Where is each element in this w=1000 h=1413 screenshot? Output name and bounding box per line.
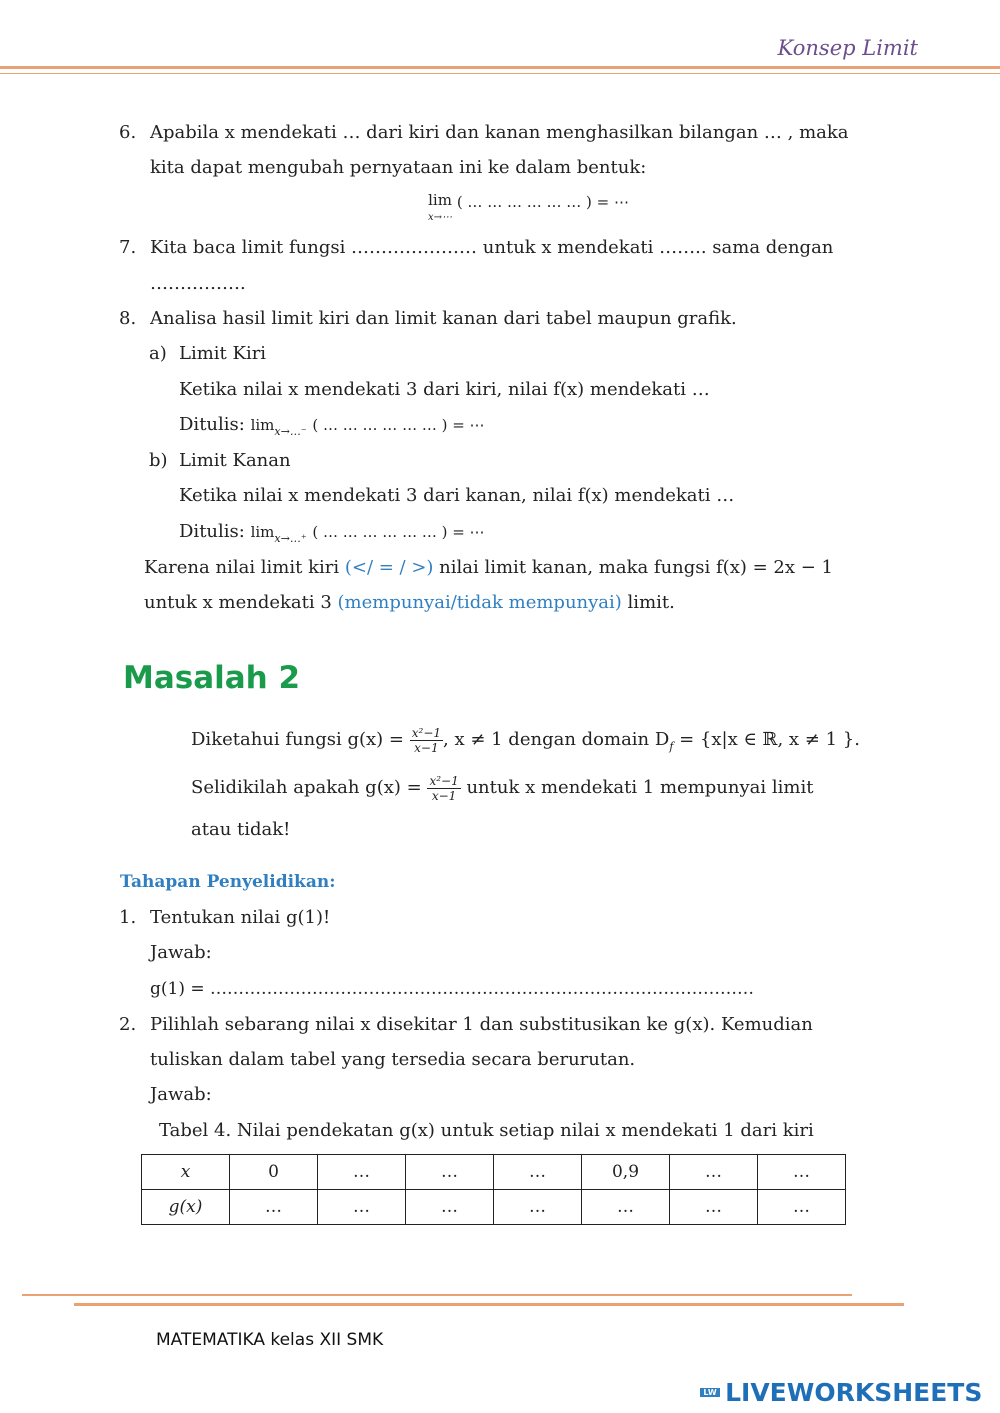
item-7-line-2: …………….: [150, 273, 246, 294]
table-row: [142, 1190, 846, 1225]
table-cell[interactable]: …: [758, 1190, 846, 1225]
conclusion-text: Karena nilai limit kiri: [144, 557, 345, 578]
item-6-line-1: Apabila x mendekati … dari kiri dan kanan menghasilkan bilangan … , maka: [150, 122, 849, 143]
conclusion-text: untuk x mendekati 3: [144, 592, 338, 613]
fraction-numerator: x²−1: [429, 773, 459, 788]
problem-text: , x ≠ 1 dengan domain D: [443, 729, 670, 750]
liveworksheets-logo[interactable]: [700, 1378, 982, 1407]
item-8b-text: Ketika nilai x mendekati 3 dari kanan, nilai f(x) mendekati …: [179, 485, 735, 506]
item-8-line-1: Analisa hasil limit kiri dan limit kanan dari tabel maupun grafik.: [150, 308, 737, 329]
masalah-2-paragraph-3: atau tidak!: [191, 819, 291, 840]
table-cell[interactable]: …: [406, 1190, 494, 1225]
step-2-line-1: Pilihlah sebarang nilai x disekitar 1 dan substitusikan ke g(x). Kemudian: [150, 1014, 813, 1035]
item-8a-text: Ketika nilai x mendekati 3 dari kiri, nilai f(x) mendekati …: [179, 379, 710, 400]
table-caption: Tabel 4. Nilai pendekatan g(x) untuk setiap nilai x mendekati 1 dari kiri: [159, 1120, 814, 1141]
problem-text: = {x|x ∈ ℝ, x ≠ 1 }.: [673, 729, 860, 750]
liveworksheets-wordmark: LIVEWORKSHEETS: [725, 1378, 983, 1407]
item-8-number: 8.: [119, 308, 137, 329]
section-heading-masalah-2: Masalah 2: [123, 660, 301, 696]
table-row: [142, 1155, 846, 1190]
table-cell[interactable]: …: [318, 1155, 406, 1190]
item-6-line-2: kita dapat mengubah pernyataan ini ke dalam bentuk:: [150, 157, 647, 178]
problem-text: Diketahui fungsi g(x) =: [191, 729, 404, 750]
written-label: Ditulis:: [179, 521, 245, 542]
table-cell[interactable]: …: [758, 1155, 846, 1190]
item-8b-written: [179, 521, 485, 545]
step-2-number: 2.: [119, 1014, 137, 1035]
masalah-2-paragraph-2: [191, 770, 813, 806]
table-cell[interactable]: …: [318, 1190, 406, 1225]
problem-text: Selidikilah apakah g(x) =: [191, 777, 422, 798]
problem-text: untuk x mendekati 1 mempunyai limit: [460, 777, 814, 798]
page-header-title: Konsep Limit: [777, 36, 918, 60]
item-8b-title: Limit Kanan: [179, 450, 291, 471]
lim-subscript: x→…⁺: [274, 532, 307, 545]
item-8a-written: [179, 414, 485, 438]
lim-word: lim: [250, 416, 275, 434]
lim-body: ( … … … … … … ) = ⋯: [312, 416, 485, 434]
lim-body: ( … … … … … … ) = ⋯: [312, 523, 485, 541]
step-1-text: Tentukan nilai g(1)!: [150, 907, 331, 928]
step-2-jawab: Jawab:: [150, 1084, 212, 1105]
tahapan-heading: Tahapan Penyelidikan:: [120, 872, 336, 892]
step-1-number: 1.: [119, 907, 137, 928]
lim-subscript: x→…⁻: [274, 425, 307, 438]
fraction: [427, 774, 460, 803]
conclusion-text: nilai limit kanan, maka fungsi f(x) = 2x − 1: [433, 557, 833, 578]
table-cell: g(x): [142, 1190, 230, 1225]
step-2-line-2: tuliskan dalam tabel yang tersedia secara berurutan.: [150, 1049, 636, 1070]
liveworksheets-icon: LW: [700, 1388, 720, 1397]
item-8a-label: a): [149, 343, 167, 364]
conclusion-line-2: [144, 592, 675, 614]
written-label: Ditulis:: [179, 414, 245, 435]
lim-subscript: x→⋯: [428, 212, 453, 223]
item-6-number: 6.: [119, 122, 137, 143]
fraction-denominator: x−1: [431, 788, 457, 803]
header-divider-thin: [0, 73, 1000, 74]
table-cell[interactable]: …: [670, 1155, 758, 1190]
table-cell[interactable]: …: [494, 1155, 582, 1190]
footer-text: MATEMATIKA kelas XII SMK: [156, 1330, 384, 1350]
item-7-number: 7.: [119, 237, 137, 258]
fraction: [410, 726, 443, 755]
item-7-line-1: Kita baca limit fungsi ………………… untuk x mendekati …….. sama dengan: [150, 237, 834, 258]
table-cell: x: [142, 1155, 230, 1190]
table-cell[interactable]: 0,9: [582, 1155, 670, 1190]
lim-word: lim: [428, 191, 452, 209]
step-1-answer-field[interactable]: g(1) = ……………………………………………………………………………………: [150, 979, 755, 999]
lim-body: ( … … … … … … ) = ⋯: [456, 193, 629, 211]
step-1-jawab: Jawab:: [150, 942, 212, 963]
table-cell[interactable]: …: [406, 1155, 494, 1190]
masalah-2-paragraph-1: [191, 722, 860, 760]
conclusion-line-1: [144, 557, 833, 579]
table-cell[interactable]: …: [582, 1190, 670, 1225]
domain-subscript: f: [669, 740, 674, 753]
existence-choice[interactable]: (mempunyai/tidak mempunyai): [337, 592, 622, 613]
table-cell[interactable]: …: [494, 1190, 582, 1225]
item-6-limit-expression: [428, 193, 629, 225]
table-cell[interactable]: …: [670, 1190, 758, 1225]
table-cell[interactable]: …: [230, 1190, 318, 1225]
table-cell[interactable]: 0: [230, 1155, 318, 1190]
header-divider: [0, 66, 1000, 69]
values-table: [141, 1154, 846, 1225]
footer-divider: [22, 1294, 852, 1296]
footer-divider-2: [74, 1303, 904, 1306]
item-8b-label: b): [149, 450, 168, 471]
fraction-numerator: x²−1: [411, 725, 442, 740]
fraction-denominator: x−1: [414, 740, 439, 755]
comparison-choice[interactable]: (</ = / >): [344, 557, 434, 578]
item-8a-title: Limit Kiri: [179, 343, 267, 364]
lim-word: lim: [250, 523, 275, 541]
conclusion-text: limit.: [621, 592, 675, 613]
